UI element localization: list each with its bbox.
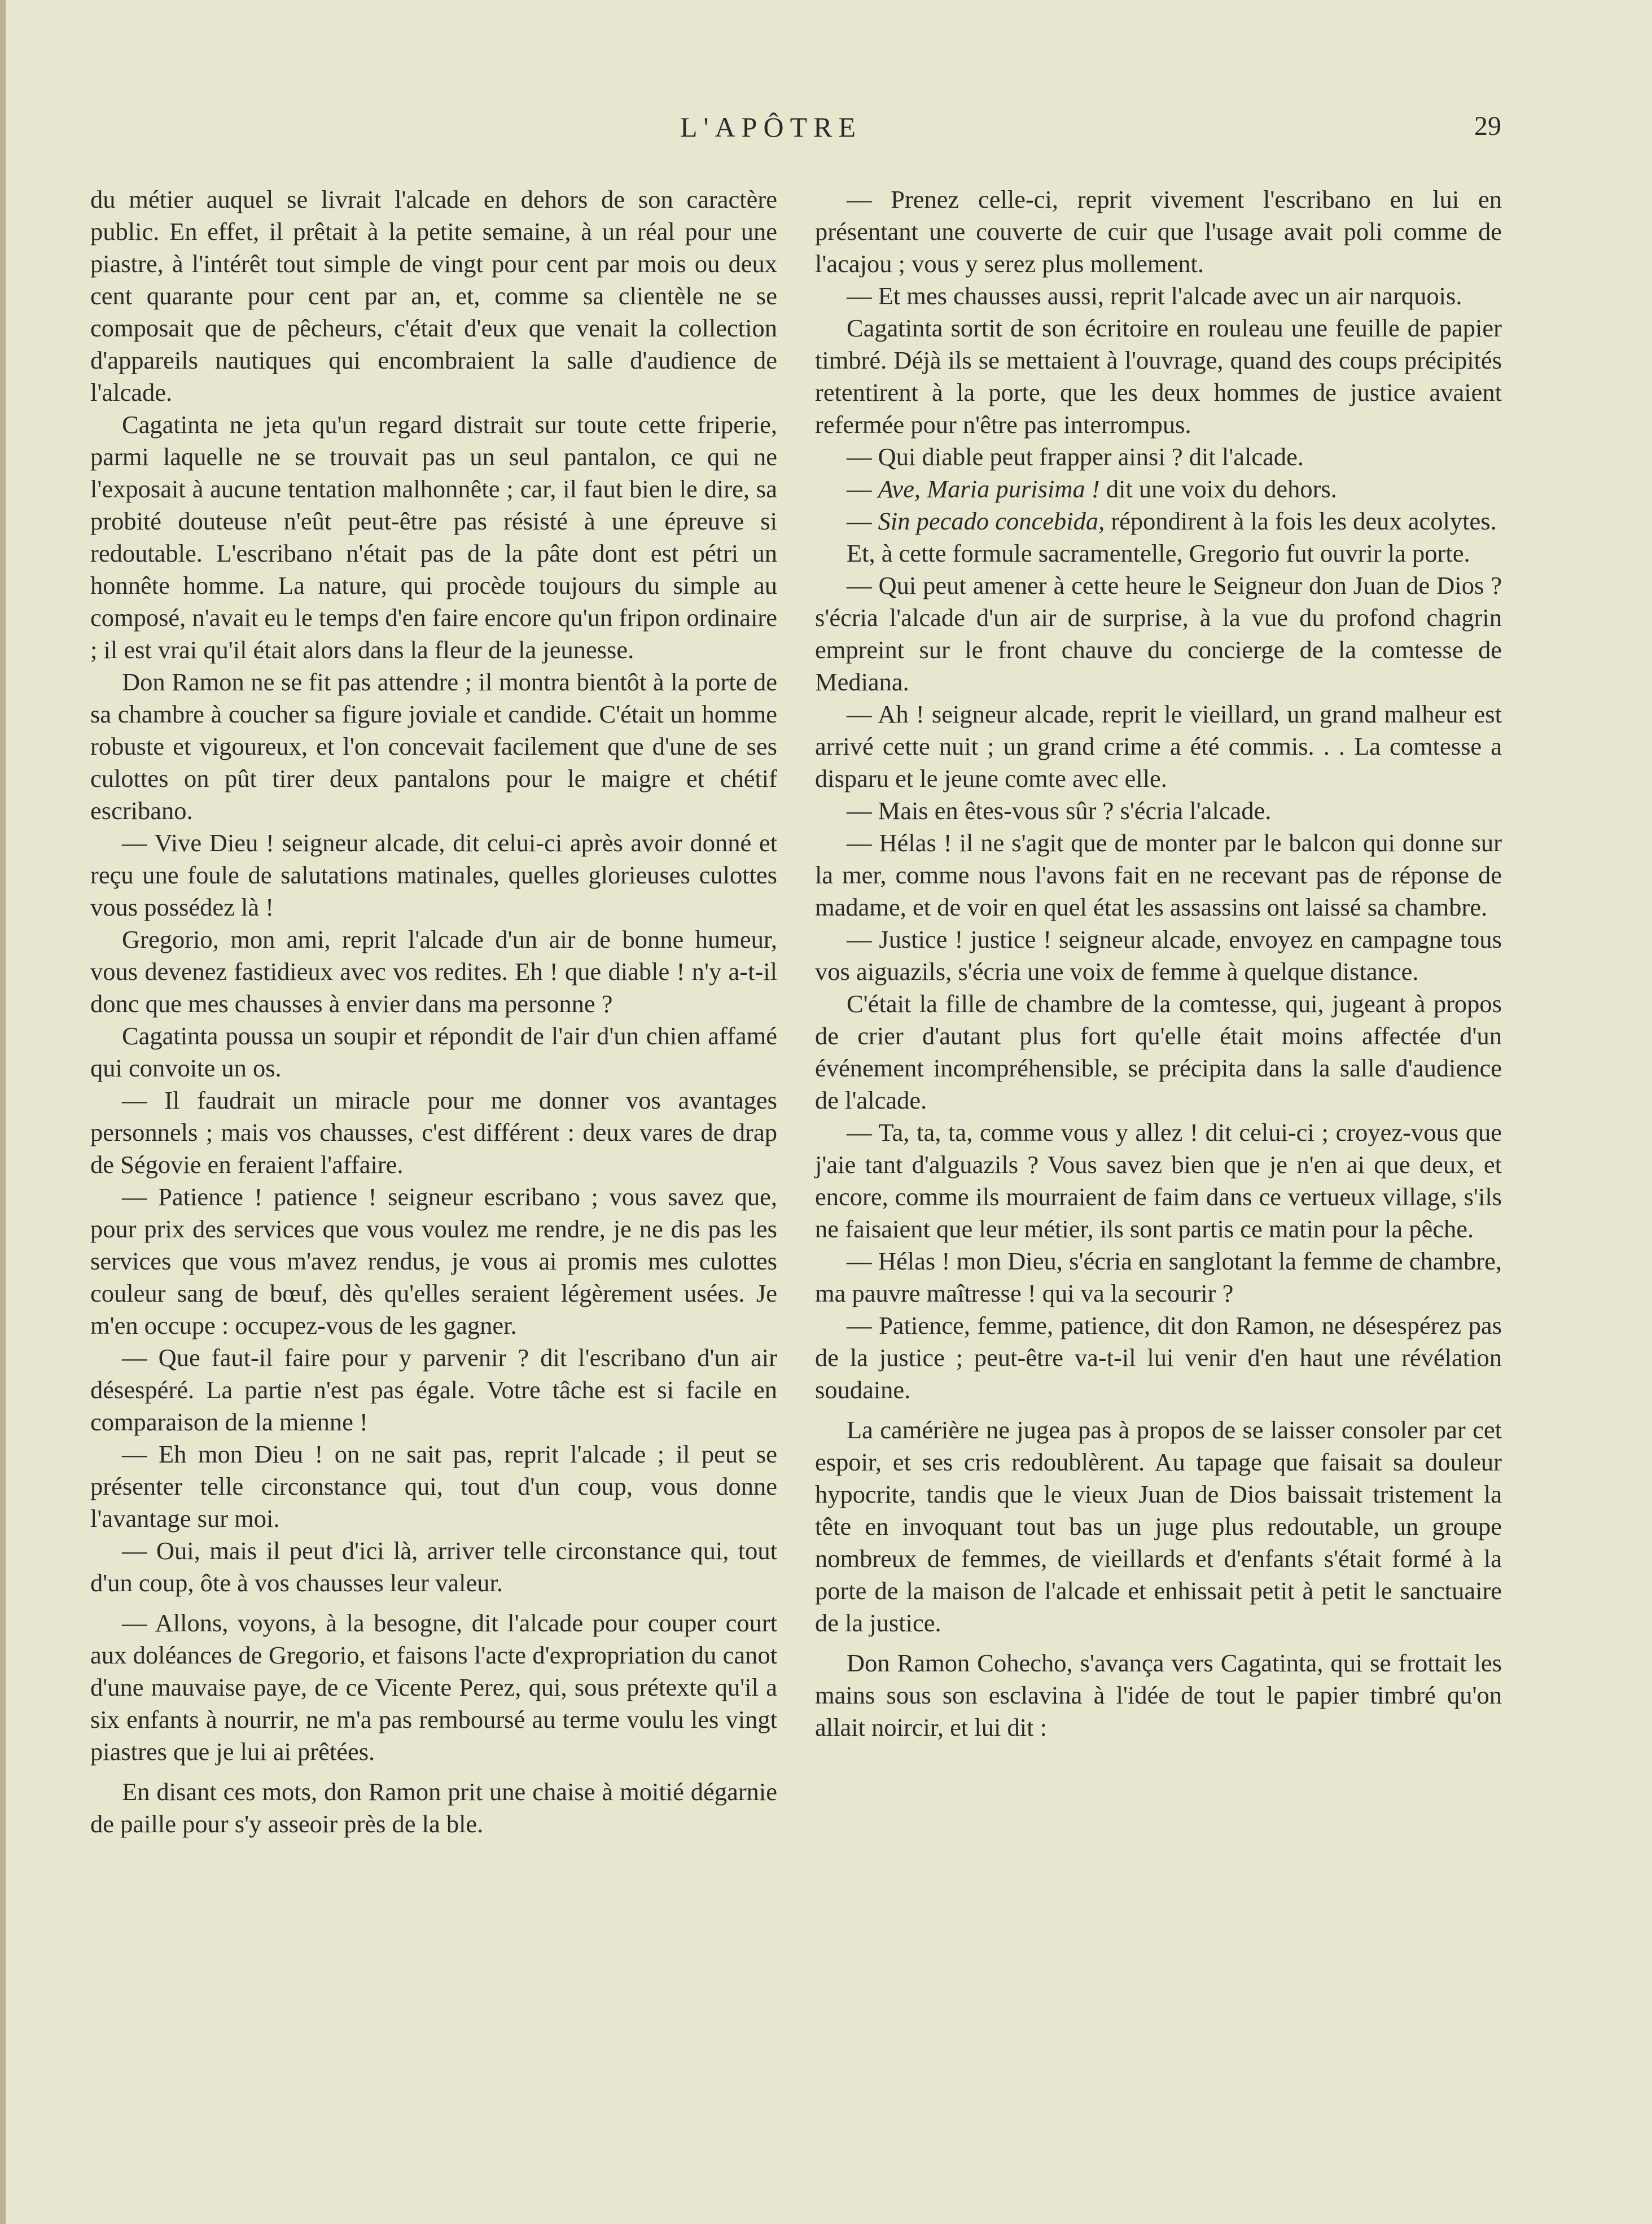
paragraph: — Hélas ! il ne s'agit que de monter par le balcon qui donne sur la mer, comme nous l'avons fait en ne recevant pas de réponse de madame, et de voir en quel état les assassins ont laissé sa chambre.	[815, 829, 1502, 921]
page-edge-shadow	[0, 0, 6, 2224]
page-number: 29	[1474, 111, 1501, 141]
page-header	[90, 111, 1501, 150]
italic-phrase: Ave, Maria purisima !	[878, 475, 1100, 503]
paragraph: Cagatinta ne jeta qu'un regard distrait sur toute cette friperie, parmi laquelle ne se trouvait pas un seul pantalon, ce qui ne l'exposait à aucune tentation malhonnête ; car, il faut bien le dire, sa probité douteuse n'eût peut-être pas résisté à une épreuve si redoutable. L'escribano n'était pas de la pâte dont est pétri un honnête homme. La nature, qui procède toujours du simple au composé, n'avait eu le temps d'en faire encore qu'un fripon ordinaire ; il est vrai qu'il était alors dans la fleur de la jeunesse.	[90, 410, 777, 664]
paragraph: — Qui peut amener à cette heure le Seigneur don Juan de Dios ? s'écria l'alcade d'un air de surprise, à la vue du profond chagrin empreint sur le front chauve du concierge de la comtesse de Mediana.	[815, 571, 1502, 696]
paragraph: — Hélas ! mon Dieu, s'écria en sanglotant la femme de chambre, ma pauvre maîtresse ! qui va la secourir ?	[815, 1247, 1502, 1307]
paragraph: Et, à cette formule sacramentelle, Gregorio fut ouvrir la porte.	[847, 539, 1470, 567]
paragraph-text: dit une voix du dehors.	[1099, 475, 1337, 503]
paragraph	[815, 473, 1502, 505]
paragraph: — Patience ! patience ! seigneur escribano ; vous savez que, pour prix des services que vous voulez me rendre, je ne dis pas les services que vous m'avez rendus, je vous ai promis mes culottes couleur sang de bœuf, dès qu'elles seraient légèrement usées. Je m'en occupe : occupez-vous de les gagner.	[90, 1183, 777, 1339]
paragraph: du métier auquel se livrait l'alcade en dehors de son caractère public. En effet, il prêtait à la petite semaine, à un réal pour une piastre, à l'intérêt tout simple de vingt pour cent par mois ou deux cent quarante pour cent par an, et, comme sa clientèle ne se composait que de pêcheurs, c'était d'eux que venait la collection d'appareils nautiques qui encombraient la salle d'audience de l'alcade.	[90, 185, 777, 406]
paragraph: Cagatinta poussa un soupir et répondit de l'air d'un chien affamé qui convoite un os.	[90, 1022, 777, 1082]
paragraph: — Patience, femme, patience, dit don Ramon, ne désespérez pas de la justice ; peut-être va-t-il lui venir d'en haut une révélation soudaine.	[815, 1311, 1502, 1404]
paragraph: C'était la fille de chambre de la comtesse, qui, jugeant à propos de crier d'autant plus fort qu'elle était moins affectée d'un événement incompréhensible, se précipita dans la salle d'audience de l'alcade.	[815, 990, 1502, 1114]
paragraph: — Qui diable peut frapper ainsi ? dit l'alcade.	[847, 443, 1304, 471]
paragraph: — Et mes chausses aussi, reprit l'alcade avec un air narquois.	[847, 282, 1462, 310]
paragraph-text: répondirent à la fois les deux acolytes.	[1105, 507, 1497, 535]
paragraph: Cagatinta sortit de son écritoire en rouleau une feuille de papier timbré. Déjà ils se mettaient à l'ouvrage, quand des coups précipités retentirent à la porte, que les deux hommes de justice avaient refermée pour n'être pas interrompus.	[815, 314, 1502, 439]
right-column	[815, 183, 1502, 1744]
paragraph: — Eh mon Dieu ! on ne sait pas, reprit l'alcade ; il peut se présenter telle circonstance qui, tout d'un coup, vous donne l'avantage sur moi.	[90, 1440, 777, 1533]
paragraph: — Oui, mais il peut d'ici là, arriver telle circonstance qui, tout d'un coup, ôte à vos chausses leur valeur.	[90, 1536, 777, 1597]
paragraph: — Ta, ta, ta, comme vous y allez ! dit celui-ci ; croyez-vous que j'aie tant d'alguazils ? Vous savez bien que je n'en ai que deux, et encore, comme ils mourraient de faim dans ce vertueux village, s'ils ne faisaient que leur métier, ils sont partis ce matin pour la pêche.	[815, 1118, 1502, 1243]
paragraph: — Allons, voyons, à la besogne, dit l'alcade pour couper court aux doléances de Gregorio, et faisons l'acte d'expropriation du canot d'une mauvaise paye, de ce Vicente Perez, qui, sous prétexte qu'il a six enfants à nourrir, ne m'a pas remboursé au terme voulu les vingt piastres que je lui ai prêtées.	[90, 1609, 777, 1766]
paragraph: — Que faut-il faire pour y parvenir ? dit l'escribano d'un air désespéré. La partie n'est pas égale. Votre tâche est si facile en comparaison de la mienne !	[90, 1343, 777, 1436]
paragraph: La camérière ne jugea pas à propos de se laisser consoler par cet espoir, et ses cris redoublèrent. Au tapage que faisait sa douleur hypocrite, tandis que le vieux Juan de Dios baissait tristement la tête en invoquant tout bas un juge plus redoutable, un groupe nombreux de femmes, de vieillards et d'enfants s'était formé à la porte de la maison de l'alcade et enhissait petit à petit le sanctuaire de la justice.	[815, 1416, 1502, 1637]
paragraph: — Mais en êtes-vous sûr ? s'écria l'alcade.	[847, 796, 1272, 825]
paragraph	[815, 505, 1502, 537]
paragraph: Don Ramon ne se fit pas attendre ; il montra bientôt à la porte de sa chambre à coucher sa figure joviale et candide. C'était un homme robuste et vigoureux, et l'on concevait facilement que d'une de ses culottes on pût tirer deux pantalons pour le maigre et chétif escribano.	[90, 668, 777, 825]
paragraph: Don Ramon Cohecho, s'avança vers Cagatinta, qui se frottait les mains sous son esclavina à l'idée de tout le papier timbré qu'on allait noircir, et lui dit :	[815, 1649, 1502, 1741]
left-column	[90, 183, 777, 1840]
running-title: L'APÔTRE	[680, 111, 862, 143]
paragraph: — Ah ! seigneur alcade, reprit le vieillard, un grand malheur est arrivé cette nuit ; un grand crime a été commis. . . La comtesse a disparu et le jeune comte avec elle.	[815, 700, 1502, 793]
paragraph: En disant ces mots, don Ramon prit une chaise à moitié dégarnie de paille pour s'y asseoir près de la ble.	[90, 1778, 777, 1838]
dialogue-dash: —	[847, 475, 878, 503]
paragraph: Gregorio, mon ami, reprit l'alcade d'un air de bonne humeur, vous devenez fastidieux avec vos redites. Eh ! que diable ! n'y a-t-il donc que mes chausses à envier dans ma personne ?	[90, 925, 777, 1018]
paragraph: — Il faudrait un miracle pour me donner vos avantages personnels ; mais vos chausses, c'est différent : deux vares de drap de Ségovie en feraient l'affaire.	[90, 1086, 777, 1179]
dialogue-dash: —	[847, 507, 878, 535]
paragraph: — Vive Dieu ! seigneur alcade, dit celui-ci après avoir donné et reçu une foule de salutations matinales, quelles glorieuses culottes vous possédez là !	[90, 829, 777, 921]
italic-phrase: Sin pecado concebida,	[878, 507, 1105, 535]
paragraph: — Prenez celle-ci, reprit vivement l'escribano en lui en présentant une couverte de cuir que l'usage avait poli comme de l'acajou ; vous y serez plus mollement.	[815, 185, 1502, 278]
paragraph: — Justice ! justice ! seigneur alcade, envoyez en campagne tous vos aiguazils, s'écria une voix de femme à quelque distance.	[815, 925, 1502, 986]
